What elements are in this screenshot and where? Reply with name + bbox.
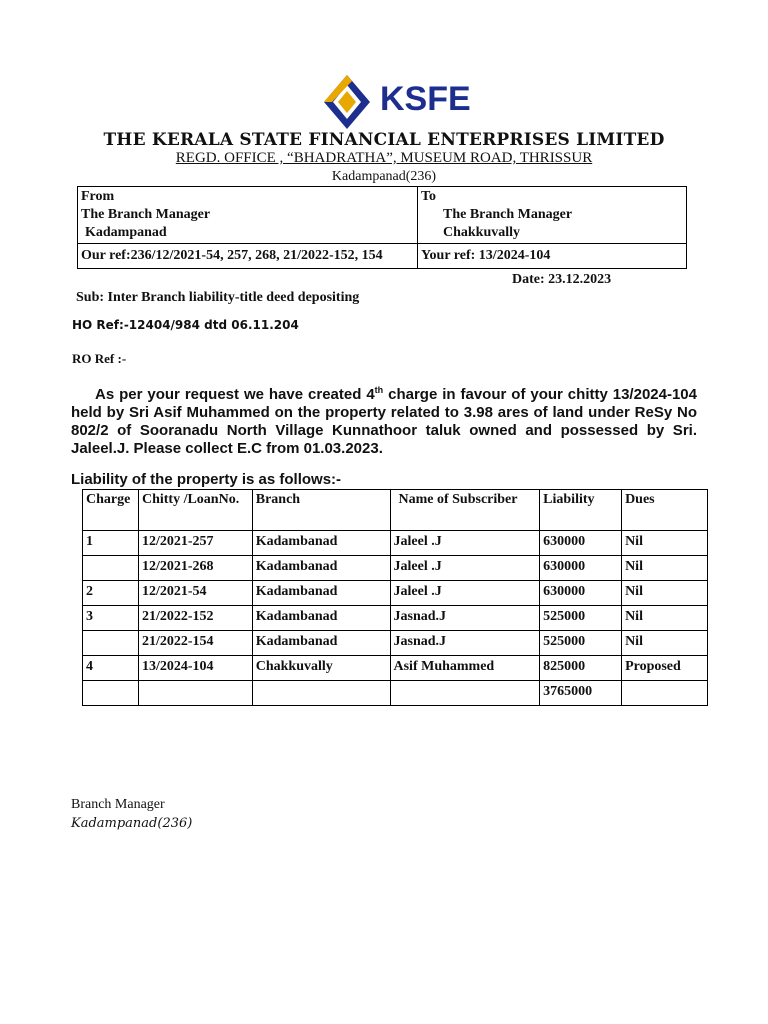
col-liability: Liability — [540, 490, 622, 531]
your-ref: Your ref: 13/2024-104 — [418, 244, 687, 269]
table-cell: Nil — [622, 556, 708, 581]
table-cell: Nil — [622, 606, 708, 631]
table-cell: Nil — [622, 531, 708, 556]
table-cell: Jasnad.J — [390, 606, 540, 631]
table-cell — [138, 681, 252, 706]
company-name: THE KERALA STATE FINANCIAL ENTERPRISES LIMITED — [103, 130, 665, 150]
table-row — [83, 631, 708, 656]
table-cell: Kadambanad — [252, 581, 390, 606]
subject-line: Sub: Inter Branch liability-title deed depositing — [76, 290, 360, 305]
table-cell: 630000 — [540, 581, 622, 606]
table-cell: 2 — [83, 581, 139, 606]
table-cell — [83, 556, 139, 581]
table-cell: Kadambanad — [252, 531, 390, 556]
table-header-row — [83, 490, 708, 531]
table-cell: 21/2022-152 — [138, 606, 252, 631]
table-cell: Chakkuvally — [252, 656, 390, 681]
table-cell: Kadambanad — [252, 606, 390, 631]
signature-office: Kadampanad(236) — [71, 816, 193, 831]
table-cell: 630000 — [540, 531, 622, 556]
from-line2: Kadampanad — [85, 225, 167, 240]
from-label: From — [81, 189, 115, 204]
liability-table — [82, 489, 708, 706]
ro-reference: RO Ref :- — [72, 351, 127, 366]
table-cell: 630000 — [540, 556, 622, 581]
table-cell: 525000 — [540, 631, 622, 656]
registered-office: REGD. OFFICE , “BHADRATHA”, MUSEUM ROAD, THRISSUR — [175, 150, 593, 166]
address-table — [77, 186, 687, 269]
to-cell — [418, 187, 687, 244]
logo-text: KSFE — [380, 80, 471, 118]
table-cell: 4 — [83, 656, 139, 681]
signature-title: Branch Manager — [71, 797, 165, 812]
col-subscriber: Name of Subscriber — [390, 490, 540, 531]
our-ref: Our ref:236/12/2021-54, 257, 268, 21/2022-152, 154 — [78, 244, 418, 269]
branch-office: Kadampanad(236) — [331, 169, 437, 184]
table-cell: Asif Muhammed — [390, 656, 540, 681]
table-cell: Jaleel .J — [390, 531, 540, 556]
table-row — [83, 681, 708, 706]
table-row — [83, 581, 708, 606]
to-line1: The Branch Manager — [443, 207, 573, 222]
table-cell: Nil — [622, 631, 708, 656]
table-cell: Jasnad.J — [390, 631, 540, 656]
to-line2: Chakkuvally — [443, 225, 521, 240]
col-chitty: Chitty /LoanNo. — [138, 490, 252, 531]
table-row — [83, 656, 708, 681]
table-cell: 3765000 — [540, 681, 622, 706]
table-cell: 525000 — [540, 606, 622, 631]
table-row — [83, 556, 708, 581]
from-cell — [78, 187, 418, 244]
table-cell: Kadambanad — [252, 556, 390, 581]
table-cell: 12/2021-54 — [138, 581, 252, 606]
table-cell: 21/2022-154 — [138, 631, 252, 656]
table-row — [83, 606, 708, 631]
table-cell — [252, 681, 390, 706]
ksfe-logo — [322, 73, 372, 131]
table-cell — [622, 681, 708, 706]
table-cell: Jaleel .J — [390, 556, 540, 581]
table-cell — [390, 681, 540, 706]
col-dues: Dues — [622, 490, 708, 531]
table-cell: Kadambanad — [252, 631, 390, 656]
liability-heading: Liability of the property is as follows:- — [71, 471, 342, 488]
col-branch: Branch — [252, 490, 390, 531]
table-cell: Nil — [622, 581, 708, 606]
ho-reference: HO Ref:-12404/984 dtd 06.11.204 — [72, 318, 299, 332]
col-charge: Charge — [83, 490, 139, 531]
table-cell: 1 — [83, 531, 139, 556]
to-label: To — [421, 189, 437, 204]
table-cell: 12/2021-268 — [138, 556, 252, 581]
table-cell: 825000 — [540, 656, 622, 681]
table-cell: Jaleel .J — [390, 581, 540, 606]
table-cell: Proposed — [622, 656, 708, 681]
from-line1: The Branch Manager — [81, 207, 211, 222]
table-cell: 13/2024-104 — [138, 656, 252, 681]
table-cell: 12/2021-257 — [138, 531, 252, 556]
table-row — [83, 531, 708, 556]
table-cell: 3 — [83, 606, 139, 631]
body-paragraph: As per your request we have created 4th charge in favour of your chitty 13/2024-104 held by Sri Asif Muhammed on the property related to 3.98 ares of land under ReSy No 802/2 of Sooranadu North Village Kunnathoor taluk owned and possessed by Sri. Jaleel.J. Please collect E.C from 01.03.2023. — [71, 385, 697, 457]
table-cell — [83, 681, 139, 706]
letter-date: Date: 23.12.2023 — [512, 272, 612, 287]
table-cell — [83, 631, 139, 656]
